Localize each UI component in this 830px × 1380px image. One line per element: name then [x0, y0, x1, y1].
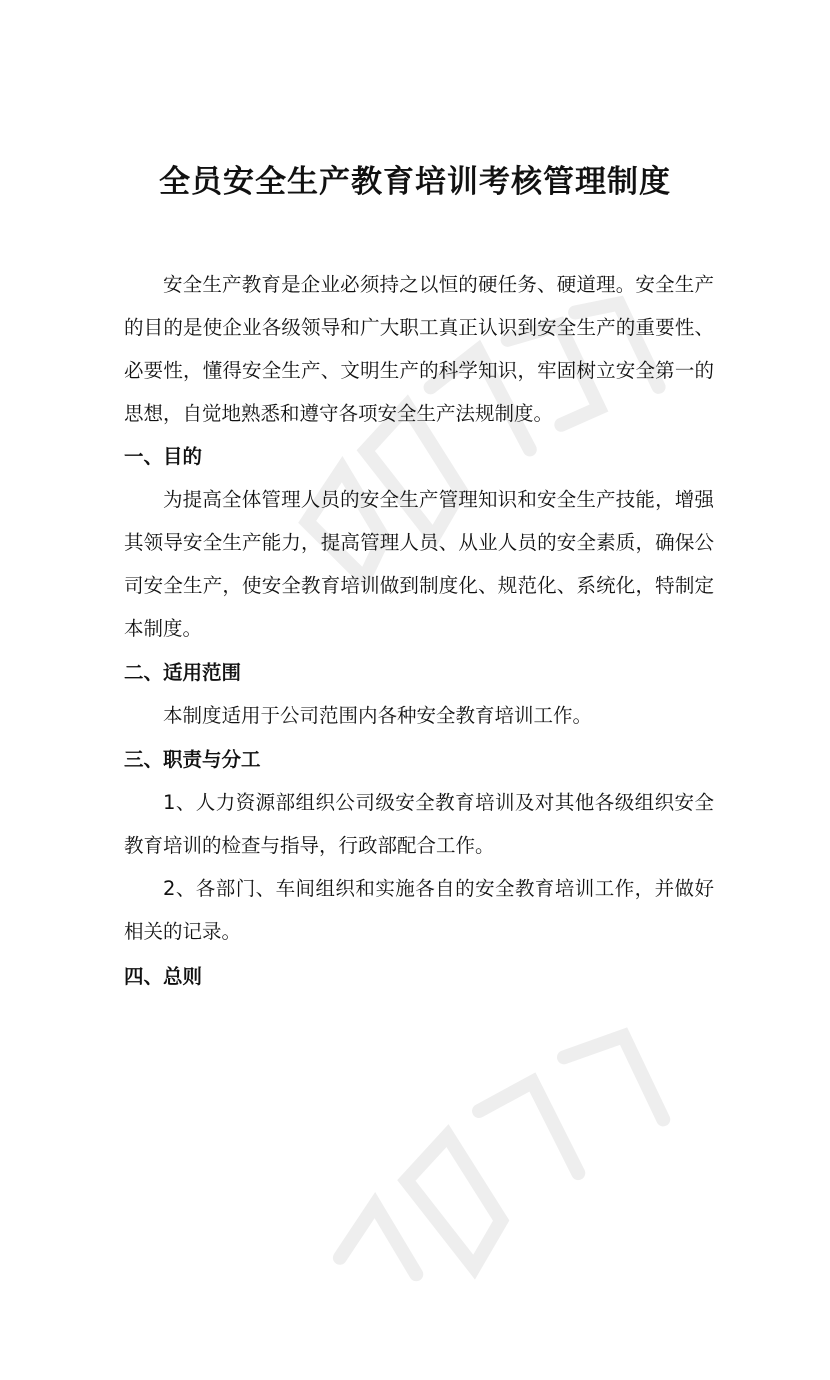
- section-paragraph: 本制度适用于公司范围内各种安全教育培训工作。: [163, 704, 593, 727]
- section-paragraph: 2、各部门、车间组织和实施各自的安全教育培训工作，并做好相关的记录。: [124, 877, 714, 943]
- watermark-graphic-bottom: [287, 940, 773, 1380]
- intro-paragraph: 安全生产教育是企业必须持之以恒的硬任务、硬道理。安全生产的目的是使企业各级领导和广大职工真正认识到安全生产的重要性、必要性，懂得安全生产、文明生产的科学知识，牢固树立安全第一的思想，自觉地熟悉和遵守各项安全生产法规制度。: [124, 273, 714, 425]
- page-title: 全员安全生产教育培训考核管理制度: [159, 164, 671, 200]
- section-general: [124, 955, 714, 998]
- section-heading: 二、适用范围: [124, 661, 242, 684]
- section-paragraph: 为提高全体管理人员的安全生产管理知识和安全生产技能，增强其领导安全生产能力，提高管理人员、从业人员的安全素质，确保公司安全生产，使安全教育培训做到制度化、规范化、系统化，特制定本制度。: [124, 488, 714, 640]
- section-heading: 三、职责与分工: [124, 748, 261, 771]
- section-responsibilities: [124, 738, 714, 953]
- section-purpose: [124, 435, 714, 650]
- section-paragraph: 1、人力资源部组织公司级安全教育培训及对其他各级组织安全教育培训的检查与指导，行政部配合工作。: [124, 791, 714, 857]
- section-scope: [124, 651, 714, 737]
- intro-section: [124, 263, 714, 435]
- section-heading: 一、目的: [124, 445, 203, 468]
- section-heading: 四、总则: [124, 965, 203, 988]
